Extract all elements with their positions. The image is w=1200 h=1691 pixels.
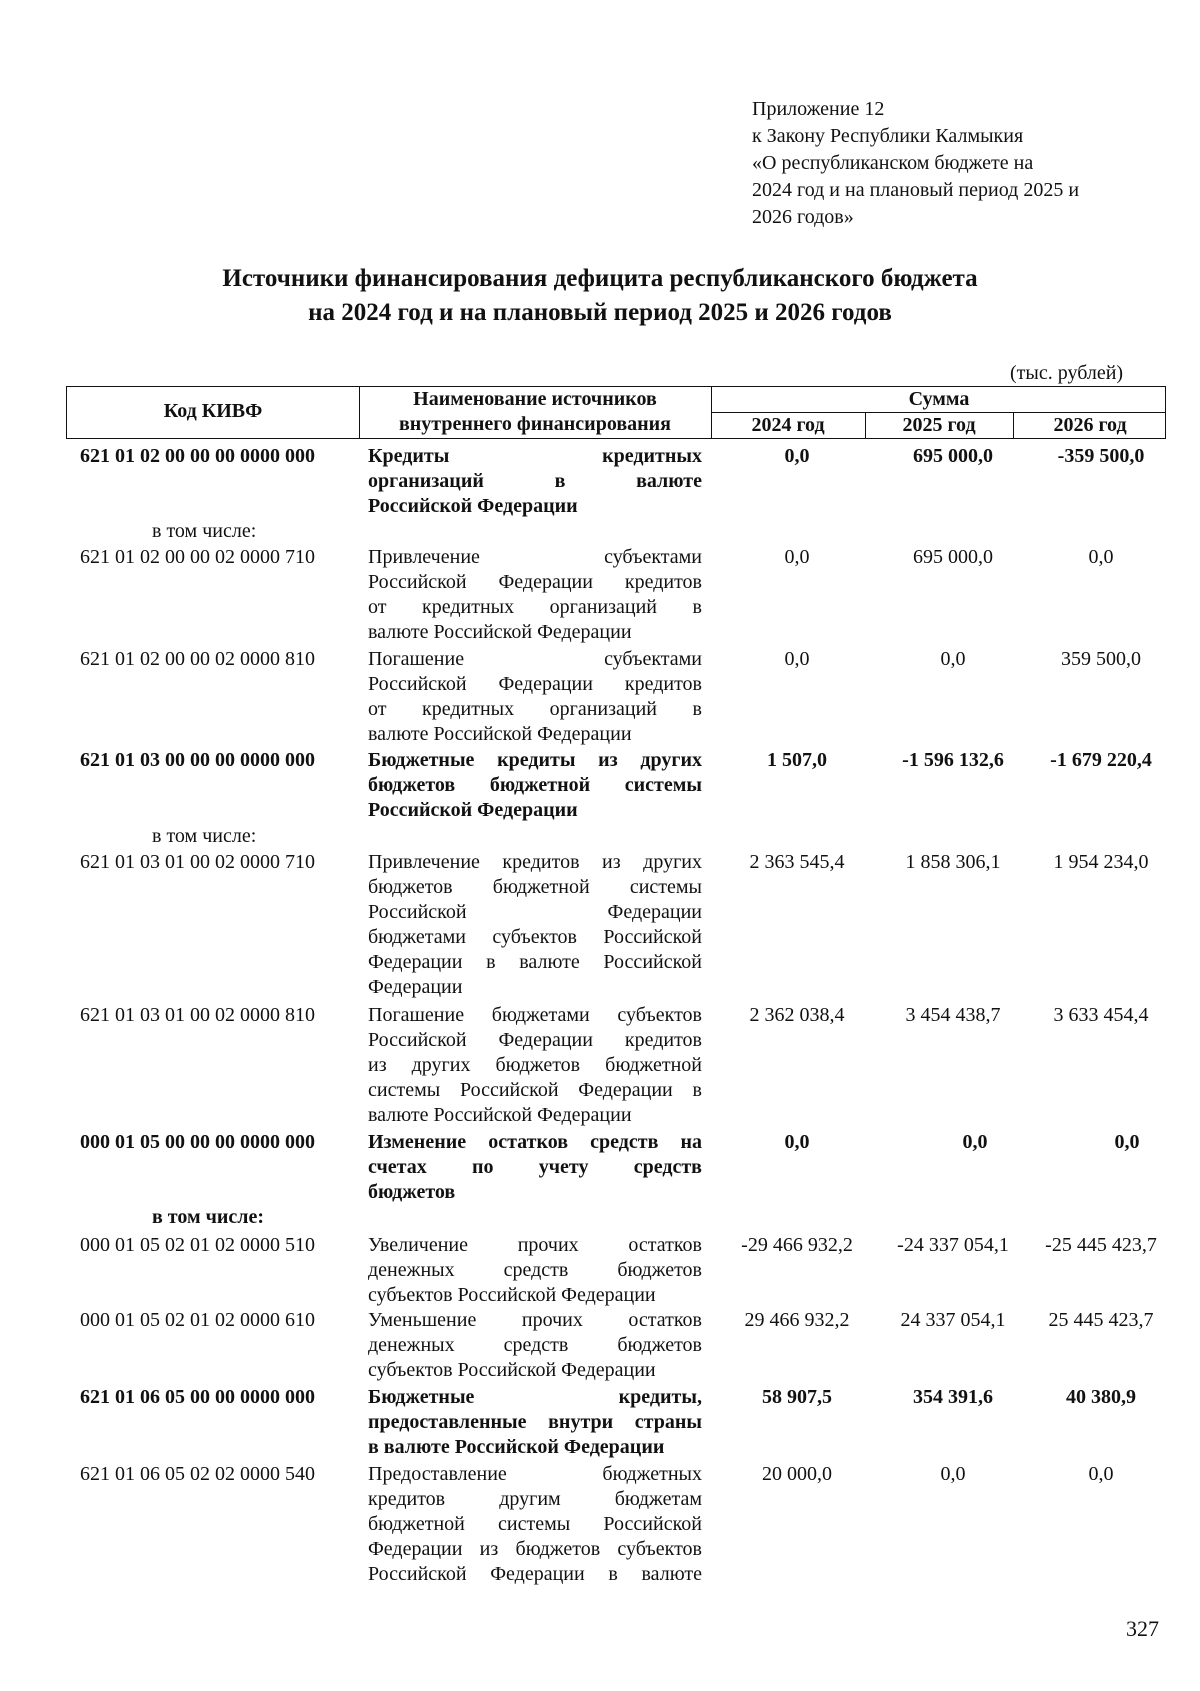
row-name [368,1130,702,1205]
including-label: в том числе: [152,1206,265,1228]
row-code: 621 01 03 01 00 02 0000 810 [80,1004,315,1026]
row-name-line: Бюджетные кредиты, [368,1386,702,1408]
page-number: 327 [1126,1616,1159,1641]
value-2025: 1 858 306,1 [905,851,1001,873]
header-code: Код КИВФ [163,400,263,422]
row-name-line: Российской Федерации [368,495,578,517]
appendix-line: «О республиканском бюджете на [752,152,1034,174]
row-name-line: Российской Федерации в валюте [368,1563,702,1585]
row-name-line: бюджетами субъектов Российской [368,926,702,948]
row-name-line: Погашение субъектами [368,648,702,670]
row-code: 621 01 02 00 00 02 0000 710 [80,546,315,568]
page-title [0,262,1200,330]
row-name-line: субъектов Российской Федерации [368,1359,656,1381]
appendix-line: Приложение 12 [752,98,885,120]
including-label: в том числе: [152,825,257,847]
row-name [368,545,702,645]
value-2024: 0,0 [784,445,810,467]
row-name-line: Кредиты кредитных [368,445,702,467]
value-2025: 0,0 [940,1463,966,1485]
row-name-line: Уменьшение прочих остатков [368,1309,702,1331]
row-name-line: Привлечение субъектами [368,546,702,568]
row-name-line: системы Российской Федерации в [368,1079,702,1101]
value-2025: -1 596 132,6 [902,749,1004,771]
header-name-line-2: внутреннего финансирования [398,413,671,435]
value-2024: 20 000,0 [762,1463,832,1485]
row-name-line: Изменение остатков средств на [368,1131,702,1153]
row-name-line: Погашение бюджетами субъектов [368,1004,702,1026]
row-name [368,1385,702,1460]
value-2026: 359 500,0 [1061,648,1141,670]
value-2026: -359 500,0 [1057,445,1145,467]
value-2025: 24 337 054,1 [900,1309,1006,1331]
appendix-note [752,96,1172,231]
value-2025: 0,0 [962,1131,988,1153]
row-name-line: Российской Федерации кредитов [368,571,702,593]
row-name-line: от кредитных организаций в [368,698,702,720]
row-code: 000 01 05 02 01 02 0000 510 [80,1234,315,1256]
row-name-line: счетах по учету средств [368,1156,702,1178]
value-2026: 40 380,9 [1066,1386,1136,1408]
row-name-line: предоставленные внутри страны [368,1411,702,1433]
units-label: (тыс. рублей) [1010,362,1124,384]
title-line-2: на 2024 год и на плановый период 2025 и 2026 годов [308,299,892,326]
row-name [368,1462,702,1587]
value-2026: -1 679 220,4 [1050,749,1152,771]
row-name-line: организаций в валюте [368,470,702,492]
row-name [368,1003,702,1128]
row-name-line: Федерации [368,976,463,998]
title-line-1: Источники финансирования дефицита республиканского бюджета [222,265,978,292]
value-2025: 0,0 [940,648,966,670]
header-year-2026: 2026 год [1053,414,1127,436]
row-name-line: Увеличение прочих остатков [368,1234,702,1256]
row-name-line: денежных средств бюджетов [368,1259,702,1281]
value-2026: 0,0 [1088,546,1114,568]
value-2024: 58 907,5 [762,1386,832,1408]
row-name [368,1308,702,1383]
row-name-line: Привлечение кредитов из других [368,851,702,873]
row-code: 621 01 03 00 00 00 0000 000 [80,749,315,771]
row-name-line: бюджетов [368,1181,456,1203]
value-2024: 2 363 545,4 [749,851,845,873]
row-name-line: Федерации в валюте Российской [368,951,702,973]
row-code: 621 01 02 00 00 02 0000 810 [80,648,315,670]
row-name-line: Федерации из бюджетов субъектов [368,1538,702,1560]
row-name-line: Российской Федерации кредитов [368,1029,702,1051]
including-label: в том числе: [152,520,257,542]
row-name-line: в валюте Российской Федерации [368,1436,665,1458]
value-2024: 0,0 [784,648,810,670]
row-code: 621 01 02 00 00 00 0000 000 [80,445,315,467]
row-name-line: валюте Российской Федерации [368,723,632,745]
row-code: 621 01 06 05 02 02 0000 540 [80,1463,315,1485]
row-name-line: Бюджетные кредиты из других [368,749,702,771]
value-2026: -25 445 423,7 [1045,1234,1157,1256]
row-name [368,647,702,747]
value-2026: 25 445 423,7 [1048,1309,1154,1331]
appendix-line: 2026 годов» [752,206,854,228]
header-divider [711,412,1165,413]
row-name [368,748,702,823]
row-name-line: денежных средств бюджетов [368,1334,702,1356]
header-year-2025: 2025 год [902,414,976,436]
row-name-line: из других бюджетов бюджетной [368,1054,702,1076]
row-name [368,444,702,519]
value-2024: -29 466 932,2 [741,1234,853,1256]
value-2025: 695 000,0 [913,445,993,467]
row-name-line: валюте Российской Федерации [368,621,632,643]
value-2024: 1 507,0 [767,749,827,771]
row-name-line: бюджетов бюджетной системы [368,876,702,898]
row-name-line: Предоставление бюджетных [368,1463,702,1485]
value-2026: 1 954 234,0 [1053,851,1149,873]
table-header [66,386,1166,439]
appendix-line: к Закону Республики Калмыкия [752,125,1024,147]
row-name-line: бюджетов бюджетной системы [368,774,702,796]
value-2025: -24 337 054,1 [897,1234,1009,1256]
row-code: 621 01 06 05 00 00 0000 000 [80,1386,315,1408]
row-name-line: субъектов Российской Федерации [368,1284,656,1306]
value-2026: 0,0 [1088,1463,1114,1485]
row-code: 000 01 05 00 00 00 0000 000 [80,1131,315,1153]
row-name-line: бюджетной системы Российской [368,1513,702,1535]
row-name-line: от кредитных организаций в [368,596,702,618]
header-sum: Сумма [908,388,970,410]
value-2025: 695 000,0 [913,546,993,568]
row-code: 621 01 03 01 00 02 0000 710 [80,851,315,873]
row-name-line: валюте Российской Федерации [368,1104,632,1126]
value-2024: 0,0 [784,1131,810,1153]
row-name-line: кредитов другим бюджетам [368,1488,702,1510]
row-code: 000 01 05 02 01 02 0000 610 [80,1309,315,1331]
value-2026: 0,0 [1114,1131,1140,1153]
header-year-2024: 2024 год [751,414,825,436]
row-name [368,1233,702,1308]
appendix-line: 2024 год и на плановый период 2025 и [752,179,1080,201]
row-name [368,850,702,1000]
value-2026: 3 633 454,4 [1053,1004,1149,1026]
value-2025: 354 391,6 [913,1386,993,1408]
row-name-line: Российской Федерации [368,901,702,923]
value-2024: 2 362 038,4 [749,1004,845,1026]
value-2025: 3 454 438,7 [905,1004,1001,1026]
row-name-line: Российской Федерации [368,799,578,821]
header-name-line-1: Наименование источников [413,388,657,410]
value-2024: 0,0 [784,546,810,568]
row-name-line: Российской Федерации кредитов [368,673,702,695]
value-2024: 29 466 932,2 [744,1309,850,1331]
